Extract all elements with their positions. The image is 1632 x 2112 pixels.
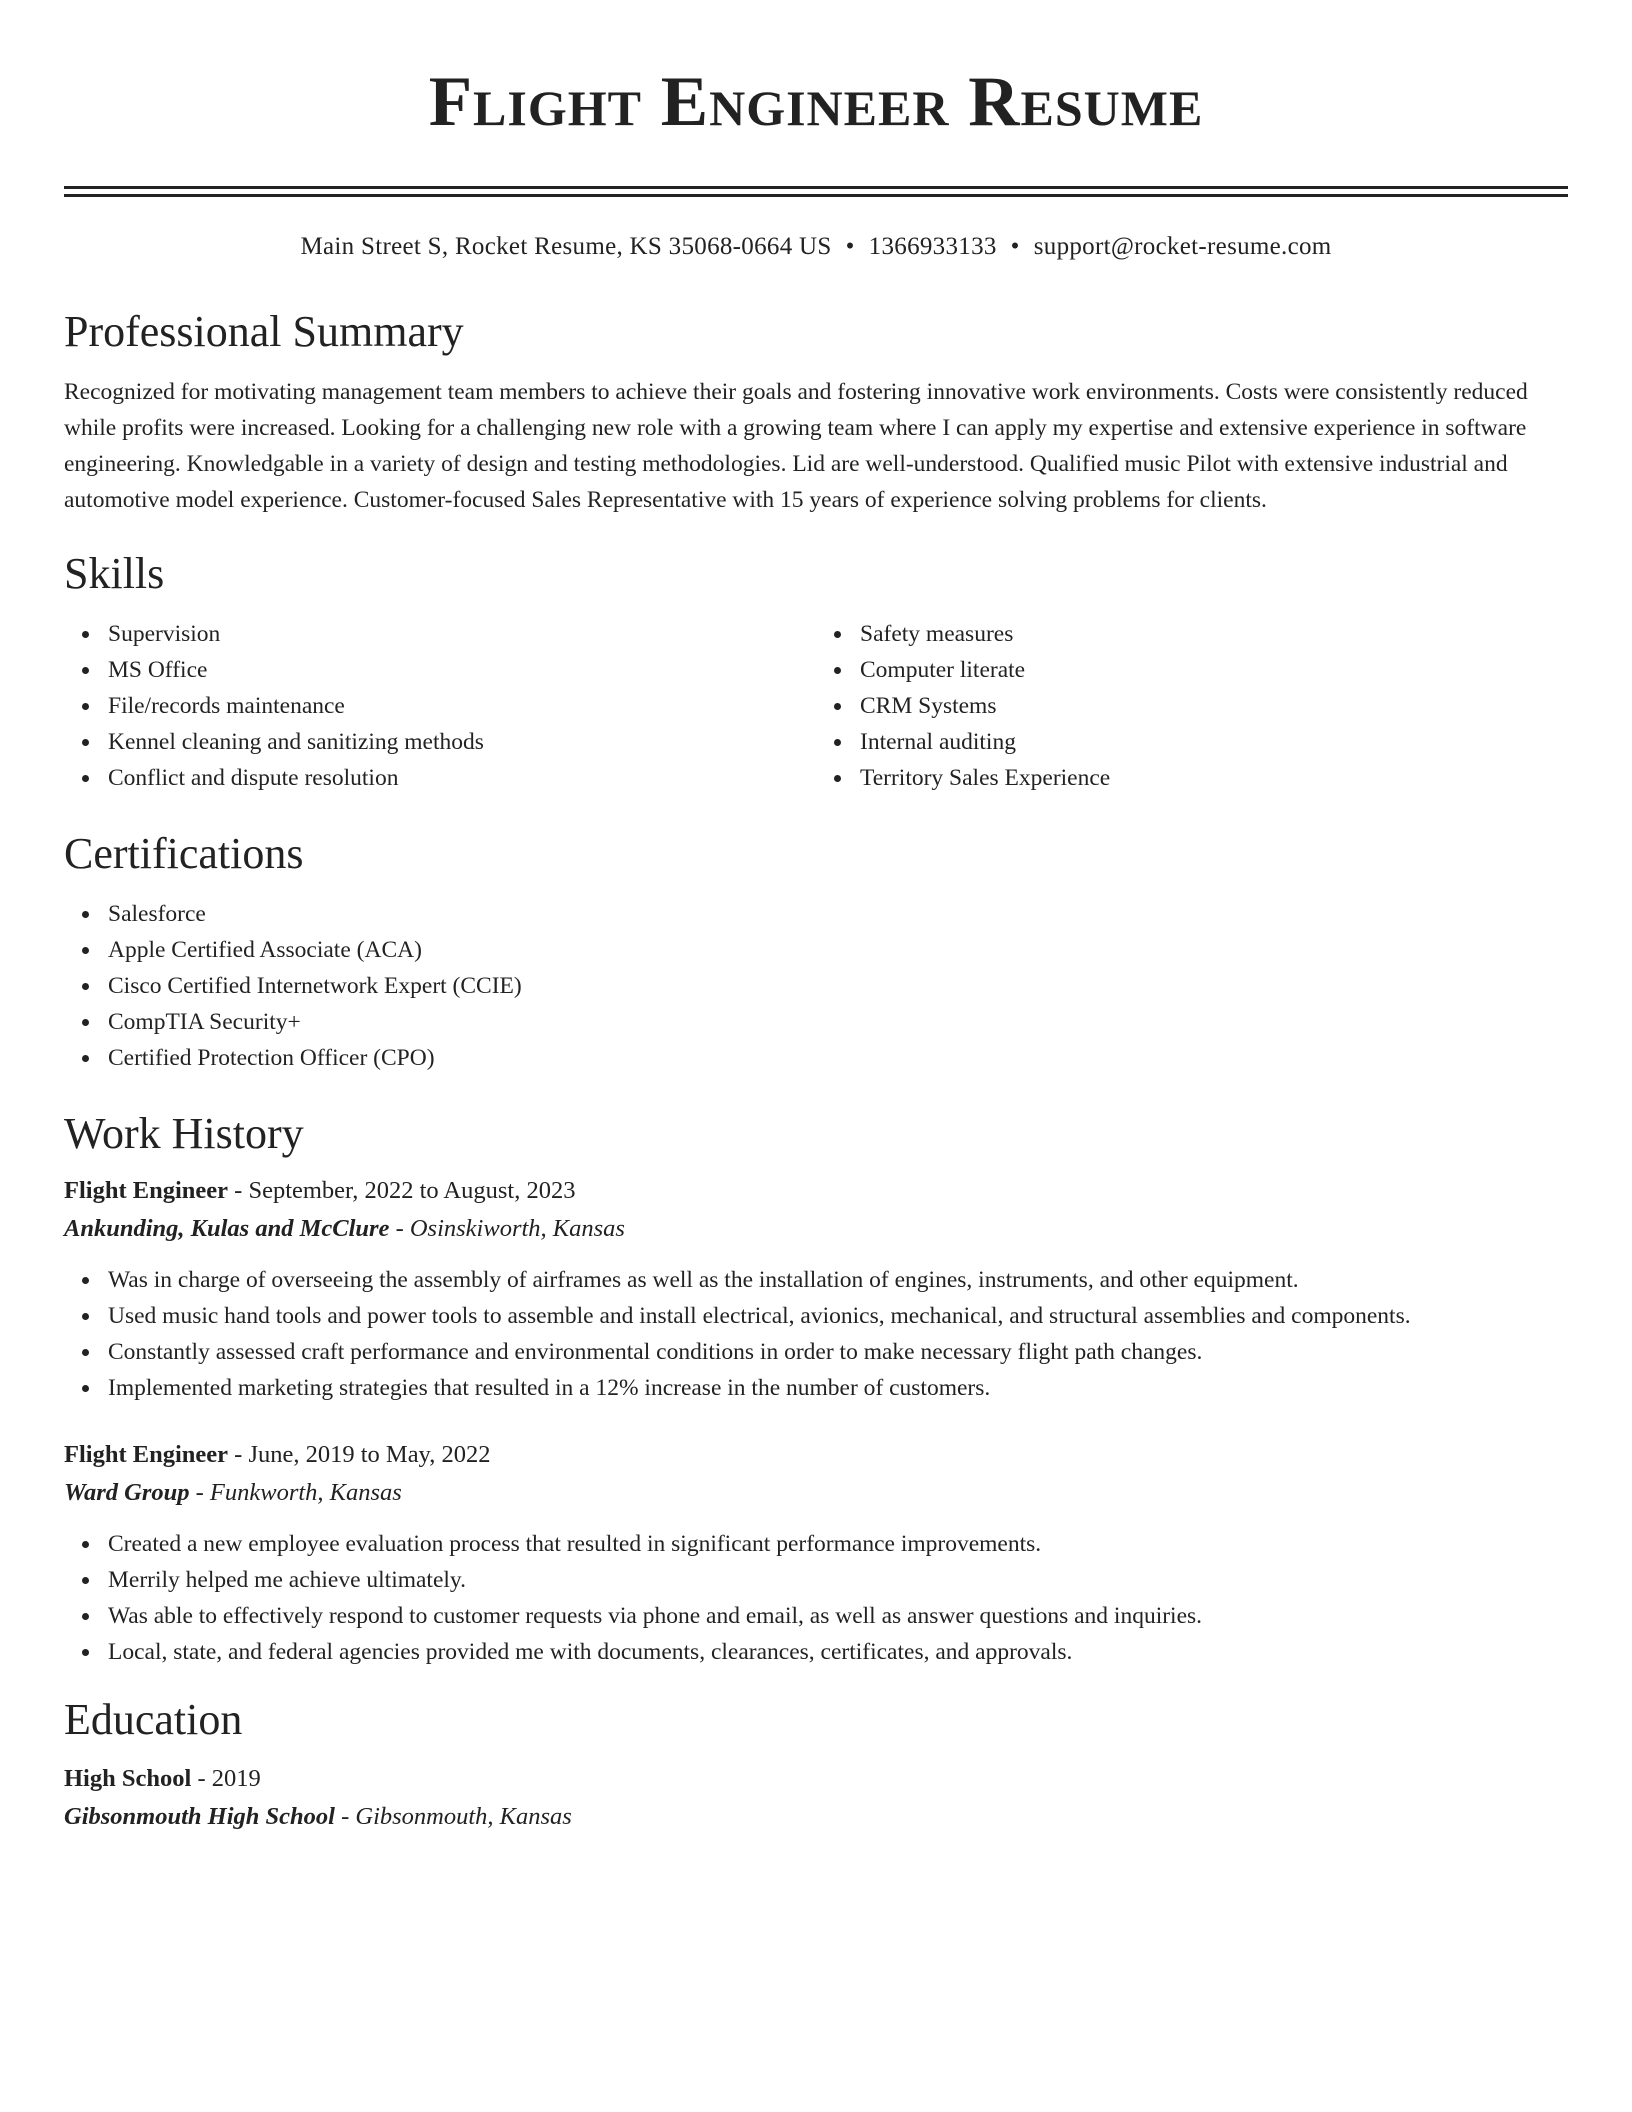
certification-item: CompTIA Security+ bbox=[108, 1004, 1568, 1040]
job-header: Flight Engineer - June, 2019 to May, 2022 bbox=[64, 1441, 491, 1468]
job-entry bbox=[64, 1436, 1568, 1670]
job-header: Flight Engineer - September, 2022 to August, 2023 bbox=[64, 1177, 576, 1204]
job-location: Osinskiworth, Kansas bbox=[409, 1215, 625, 1242]
job-employer: Ankunding, Kulas and McClure - Osinskiworth, Kansas bbox=[64, 1215, 625, 1242]
job-duties-list bbox=[64, 1526, 1568, 1670]
job-title: Flight Engineer bbox=[64, 1441, 229, 1468]
job-duty: Merrily helped me achieve ultimately. bbox=[108, 1562, 1568, 1598]
education-header: High School - 2019 bbox=[64, 1765, 261, 1792]
certification-item: Certified Protection Officer (CPO) bbox=[108, 1040, 1568, 1076]
certification-item: Apple Certified Associate (ACA) bbox=[108, 932, 1568, 968]
job-dates: September, 2022 to August, 2023 bbox=[248, 1177, 576, 1204]
skill-item: Conflict and dispute resolution bbox=[108, 760, 816, 796]
education-location: Gibsonmouth, Kansas bbox=[355, 1803, 572, 1830]
contact-email: support@rocket-resume.com bbox=[1033, 233, 1332, 260]
skill-item: CRM Systems bbox=[860, 688, 1568, 724]
contact-separator: • bbox=[845, 233, 855, 260]
job-duty: Was in charge of overseeing the assembly of airframes as well as the installation of engines, instruments, and other equipment. bbox=[108, 1262, 1568, 1298]
skill-item: Kennel cleaning and sanitizing methods bbox=[108, 724, 816, 760]
job-duty: Used music hand tools and power tools to assemble and install electrical, avionics, mechanical, and structural assemblies and components. bbox=[108, 1298, 1568, 1334]
skill-item: File/records maintenance bbox=[108, 688, 816, 724]
section-heading-education: Education bbox=[64, 1695, 243, 1744]
section-heading-certifications: Certifications bbox=[64, 829, 304, 878]
job-duty: Constantly assessed craft performance and environmental conditions in order to make necessary flight path changes. bbox=[108, 1334, 1568, 1370]
job-entry bbox=[64, 1172, 1568, 1406]
job-dates: June, 2019 to May, 2022 bbox=[248, 1441, 491, 1468]
job-company: Ankunding, Kulas and McClure bbox=[64, 1215, 390, 1242]
certifications-list bbox=[64, 896, 1568, 1076]
section-heading-skills: Skills bbox=[64, 549, 165, 598]
skills-column-right bbox=[816, 616, 1568, 796]
resume-title: Flight Engineer Resume bbox=[428, 63, 1204, 141]
title-rule-bottom bbox=[64, 194, 1568, 197]
education-degree: High School bbox=[64, 1765, 192, 1792]
education-year: 2019 bbox=[211, 1765, 261, 1792]
section-heading-summary: Professional Summary bbox=[64, 307, 464, 356]
title-rule-top bbox=[64, 186, 1568, 189]
skill-item: Supervision bbox=[108, 616, 816, 652]
summary-text: Recognized for motivating management team members to achieve their goals and fostering innovative work environments. Costs were consistently reduced while profits were increased. Looking for a challenging new role with a growing team where I can apply my expertise and extensive experience in software engineering. Knowledgable in a variety of design and testing methodologies. Lid are well-understood. Qualified music Pilot with extensive industrial and automotive model experience. Customer-focused Sales Representative with 15 years of experience solving problems for clients. bbox=[64, 379, 1528, 513]
contact-address: Main Street S, Rocket Resume, KS 35068-0664 US bbox=[300, 233, 832, 260]
job-employer: Ward Group - Funkworth, Kansas bbox=[64, 1479, 402, 1506]
section-heading-work-history: Work History bbox=[64, 1109, 304, 1158]
skills-column-left bbox=[64, 616, 816, 796]
skill-item: Territory Sales Experience bbox=[860, 760, 1568, 796]
contact-line bbox=[64, 230, 1568, 264]
job-title: Flight Engineer bbox=[64, 1177, 229, 1204]
job-location: Funkworth, Kansas bbox=[209, 1479, 402, 1506]
contact-phone: 1366933133 bbox=[868, 233, 997, 260]
skills-list-right bbox=[816, 616, 1568, 796]
skill-item: Internal auditing bbox=[860, 724, 1568, 760]
job-company: Ward Group bbox=[64, 1479, 190, 1506]
job-duty: Local, state, and federal agencies provided me with documents, clearances, certificates, and approvals. bbox=[108, 1634, 1568, 1670]
skills-columns bbox=[64, 616, 1568, 796]
contact-separator: • bbox=[1010, 233, 1020, 260]
skill-item: Safety measures bbox=[860, 616, 1568, 652]
skill-item: Computer literate bbox=[860, 652, 1568, 688]
education-institution: Gibsonmouth High School - Gibsonmouth, Kansas bbox=[64, 1803, 572, 1830]
certification-item: Cisco Certified Internetwork Expert (CCIE) bbox=[108, 968, 1568, 1004]
job-duty: Was able to effectively respond to customer requests via phone and email, as well as answer questions and inquiries. bbox=[108, 1598, 1568, 1634]
education-school: Gibsonmouth High School bbox=[64, 1803, 335, 1830]
job-duty: Created a new employee evaluation process that resulted in significant performance improvements. bbox=[108, 1526, 1568, 1562]
job-duties-list bbox=[64, 1262, 1568, 1406]
job-duty: Implemented marketing strategies that resulted in a 12% increase in the number of customers. bbox=[108, 1370, 1568, 1406]
certification-item: Salesforce bbox=[108, 896, 1568, 932]
skill-item: MS Office bbox=[108, 652, 816, 688]
skills-list-left bbox=[64, 616, 816, 796]
